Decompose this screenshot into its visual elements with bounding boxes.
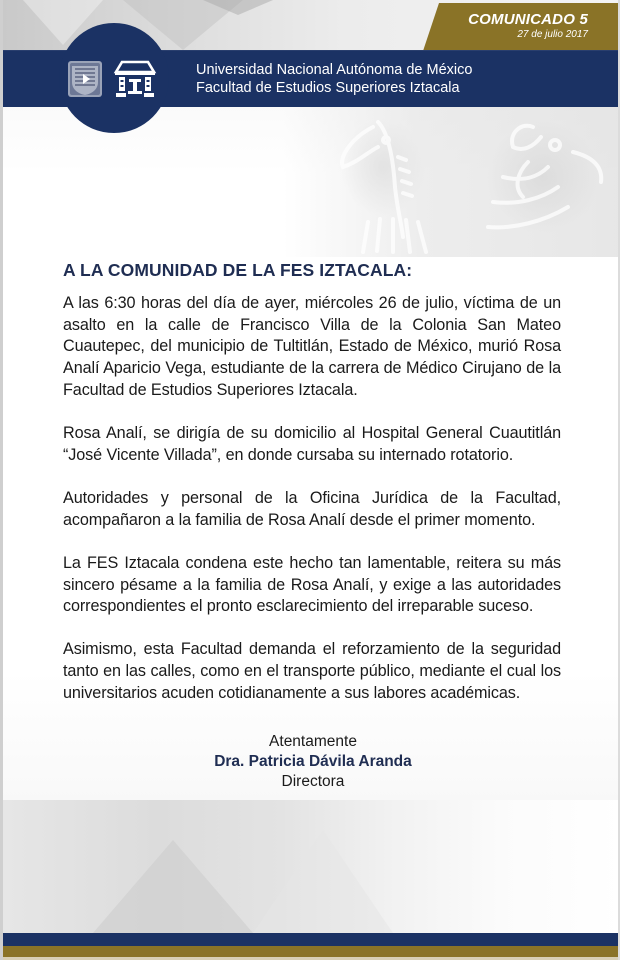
paragraph-incident: A las 6:30 horas del día de ayer, miércoles 26 de julio, víctima de un asalto en la calle de Francisco Villa de la Colonia San Mateo Cuautepec, del municipio de Tultitlán, Estado de México, murió Rosa Analí Aparicio Vega, estudiante de la carrera de Médico Cirujano de la Facultad de Estudios Superiores Iztacala. [63,294,561,399]
paragraph-support: Autoridades y personal de la Oficina Jurídica de la Facultad, acompañaron a la familia de Rosa Analí desde el primer momento. [63,488,561,529]
footer-navy-stripe [3,933,620,946]
addressee-heading: A LA COMUNIDAD DE LA FES IZTACALA: [63,260,413,280]
comunicado-number: COMUNICADO 5 [468,11,588,28]
decorative-triangle [253,830,393,933]
decorative-triangle [93,840,253,933]
university-name: Universidad Nacional Autónoma de México [196,62,473,78]
closing-text: Atentamente [269,733,357,750]
faculty-name: Facultad de Estudios Superiores Iztacala [196,80,460,96]
signature-block [3,732,620,792]
unam-shield-icon [67,60,103,98]
footer-gold-stripe [3,946,620,957]
bottom-decoration [3,800,620,933]
signatory-title: Directora [281,773,345,790]
paragraph-hospital: Rosa Analí, se dirigía de su domicilio al Hospital General Cuautitlán “José Vicente Villada”, en donde cursaba su internado rotatorio. [63,424,561,464]
prehispanic-glyph-watermark [283,107,620,257]
fes-iztacala-logo-icon [113,60,157,99]
comunicado-date: 27 de julio 2017 [517,29,588,40]
signatory-name: Dra. Patricia Dávila Aranda [214,753,412,770]
paragraph-security-demand: Asimismo, esta Facultad demanda el reforzamiento de la seguridad tanto en las calles, como en el transporte público, mediante el cual los universitarios acuden cotidianamente a sus labores académicas. [63,640,561,702]
press-release-body [63,258,561,726]
decorative-triangle [203,0,273,15]
paragraph-condolences: La FES Iztacala condena este hecho tan lamentable, reitera su más sincero pésame a la familia de Rosa Analí, y exige a las autoridades correspondientes el pronto esclarecimiento del irreparable suceso. [63,553,561,616]
